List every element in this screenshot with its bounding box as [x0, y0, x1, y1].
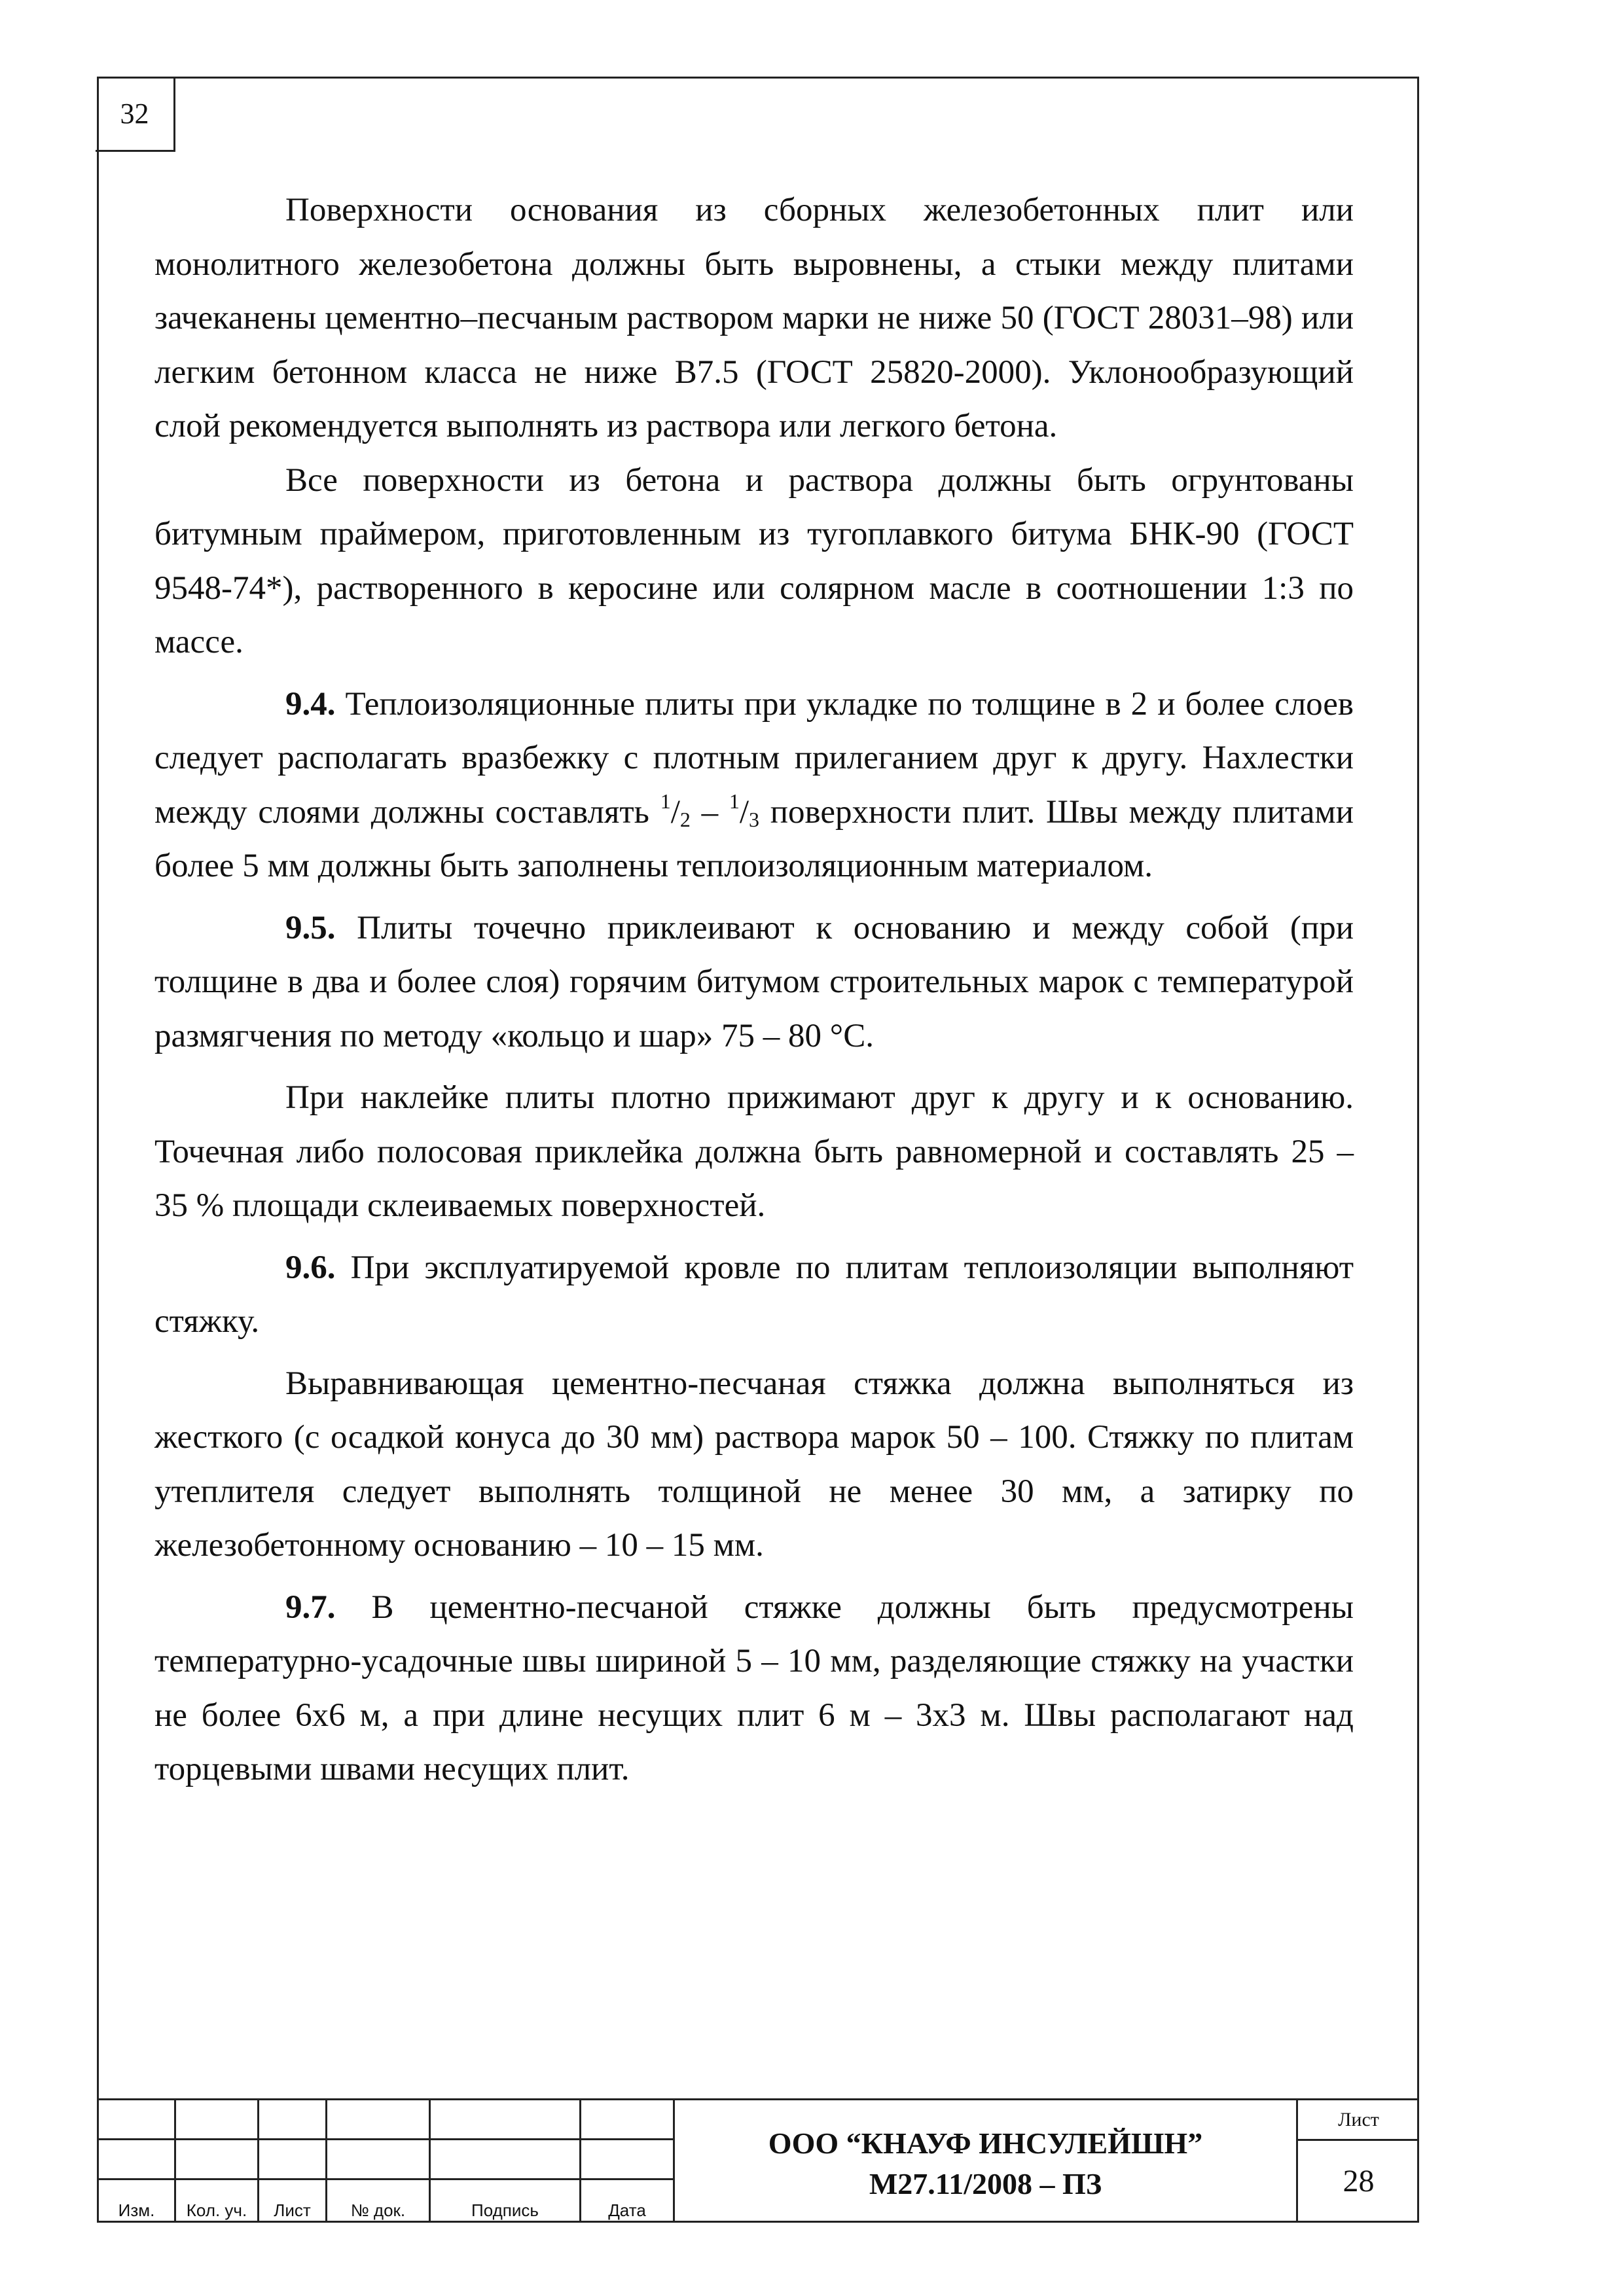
clause-number: 9.5.: [285, 909, 336, 946]
paragraph-9-4: 9.4. Теплоизоляционные плиты при укладке по толщине в 2 и более слоев следует располагать вразбежку с плотным прилеганием друг к другу. Нахлестки между слоями должны составлять $^1/_2 - ^1/_3$ поверхности плит. Швы между плитами более 5 мм должны быть заполнены теплоизоляционным материалом.: [154, 685, 1354, 884]
paragraph-primer: Все поверхности из бетона и раствора должны быть огрунтованы битумным праймером, приготовленным из тугоплавкого битума БНК-90 (ГОСТ 9548-74*), растворенного в керосине или солярном масле в соотношении 1:3 по массе.: [154, 461, 1354, 660]
paragraph-9-7: [154, 1581, 1354, 1797]
header-date: Дата: [581, 2179, 674, 2221]
paragraph-gluing: При наклейке плиты плотно прижимают друг к другу и к основанию. Точечная либо полосовая приклейка должна быть равномерной и составлять 25 – 35 % площади склеиваемых поверхностей.: [154, 1079, 1354, 1224]
sheet-label: Лист: [1298, 2100, 1419, 2141]
title-block: [97, 2098, 1419, 2223]
fraction-numerator: 1: [660, 789, 671, 813]
page-number: 32: [96, 77, 175, 152]
paragraph-9-6: [154, 1241, 1354, 1349]
fraction-numerator: 1: [729, 789, 740, 813]
header-sheet: Лист: [259, 2179, 327, 2221]
document-title: [673, 2098, 1296, 2223]
organization-name: ООО “КНАУФ ИНСУЛЕЙШН”: [768, 2126, 1203, 2160]
clause-text: При эксплуатируемой кровле по плитам теплоизоляции выполняют стяжку.: [154, 1249, 1354, 1340]
fraction-dash: –: [690, 793, 729, 831]
revision-header-row: [98, 2179, 674, 2221]
clause-number: 9.6.: [285, 1249, 336, 1286]
header-change: Изм.: [98, 2179, 175, 2221]
clause-number: 9.7.: [285, 1588, 336, 1626]
sheet-number: 28: [1343, 2163, 1375, 2198]
header-doc-number: № док.: [327, 2179, 430, 2221]
clause-text: Теплоизоляционные плиты при укладке по толщине в 2 и более слоев следует располагать вразбежку с плотным прилеганием друг к другу. Нахлестки между слоями должны составлять: [154, 685, 1354, 831]
fraction-denominator: 2: [679, 807, 691, 831]
paragraph-9-5: [154, 901, 1354, 1064]
clause-text: поверхности плит. Швы между плитами более 5 мм должны быть заполнены теплоизоляционным материалом.: [154, 793, 1354, 884]
fraction-denominator: 3: [749, 807, 760, 831]
header-signature: Подпись: [430, 2179, 581, 2221]
revision-row: [98, 2139, 674, 2179]
document-code: М27.11/2008 – ПЗ: [869, 2166, 1102, 2200]
clause-number: 9.4.: [285, 685, 336, 723]
clause-text: В цементно-песчаной стяжке должны быть предусмотрены температурно-усадочные швы шириной 5 – 10 мм, разделяющие стяжку на участки не более 6х6 м, а при длине несущих плит 6 м – 3х3 м. Швы располагают над торцевыми швами несущих плит.: [154, 1588, 1354, 1787]
revision-table: [97, 2098, 675, 2223]
revision-row: [98, 2100, 674, 2140]
paragraph-screed: Выравнивающая цементно-песчаная стяжка должна выполняться из жесткого (с осадкой конуса до 30 мм) раствора марок 50 – 100. Стяжку по плитам утеплителя следует выполнять толщиной не менее 30 мм, а затирку по железобетонному основанию – 10 – 15 мм.: [154, 1365, 1354, 1564]
sheet-box: [1296, 2098, 1419, 2223]
header-count: Кол. уч.: [175, 2179, 259, 2221]
document-body: [154, 183, 1354, 1797]
clause-text: Плиты точечно приклеивают к основанию и между собой (при толщине в два и более слоя) горячим битумом строительных марок с температурой размягчения по методу «кольцо и шар» 75 – 80 °С.: [154, 909, 1354, 1054]
paragraph-base-surfaces: Поверхности основания из сборных железобетонных плит или монолитного железобетона должны быть выровнены, а стыки между плитами зачеканены цементно–песчаным раствором марки не ниже 50 (ГОСТ 28031–98) или легким бетонном класса не ниже В7.5 (ГОСТ 25820-2000). Уклонообразующий слой рекомендуется выполнять из раствора или легкого бетона.: [154, 192, 1354, 444]
